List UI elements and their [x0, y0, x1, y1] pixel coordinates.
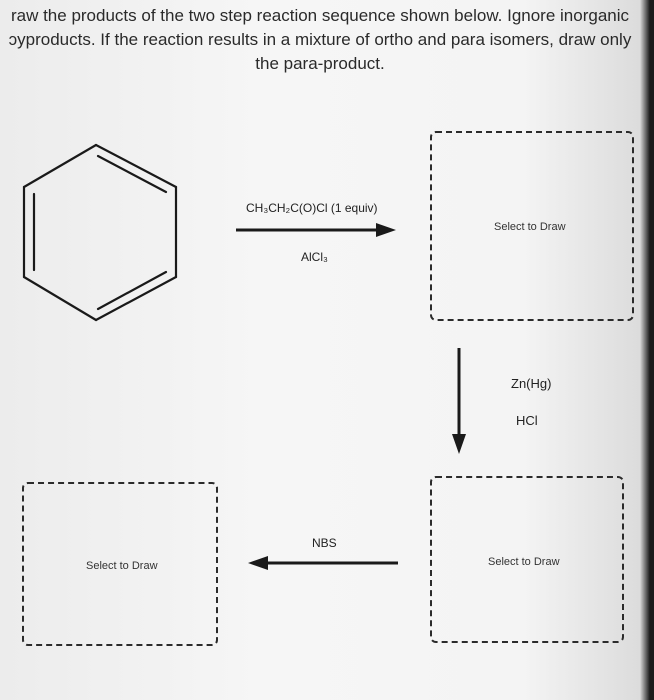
question-text: [0, 4, 646, 76]
benzene-structure: [18, 140, 188, 330]
benzene-bond: [96, 145, 176, 187]
screen-edge: [640, 0, 654, 700]
draw-box-product-3[interactable]: [22, 482, 218, 646]
benzene-double-bond: [98, 272, 166, 309]
step2-arrow: [450, 348, 468, 454]
step1-reagent-bottom: AlCl₃: [301, 250, 328, 264]
step1-reagent-top: CH₃CH₂C(O)Cl (1 equiv): [246, 201, 378, 215]
step3-arrow: [248, 554, 398, 572]
select-to-draw-label: Select to Draw: [86, 560, 158, 572]
draw-box-product-2[interactable]: [430, 476, 624, 643]
question-line-2: ɔyproducts. If the reaction results in a mixture of ortho and para isomers, draw only: [8, 30, 632, 49]
step1-arrow: [236, 221, 396, 239]
select-to-draw-label: Select to Draw: [488, 556, 560, 568]
question-line-3: the para-product.: [255, 54, 385, 73]
select-to-draw-label: Select to Draw: [494, 221, 566, 233]
step2-reagent-bottom: HCl: [516, 413, 538, 428]
benzene-bond: [24, 277, 96, 320]
draw-box-product-1[interactable]: [430, 131, 634, 321]
question-line-1: raw the products of the two step reaction sequence shown below. Ignore inorganic: [10, 6, 630, 25]
benzene-double-bond: [98, 156, 166, 192]
step3-reagent-top: NBS: [312, 536, 337, 550]
benzene-bond: [96, 277, 176, 320]
benzene-bond: [24, 145, 96, 187]
step2-reagent-top: Zn(Hg): [511, 376, 552, 391]
